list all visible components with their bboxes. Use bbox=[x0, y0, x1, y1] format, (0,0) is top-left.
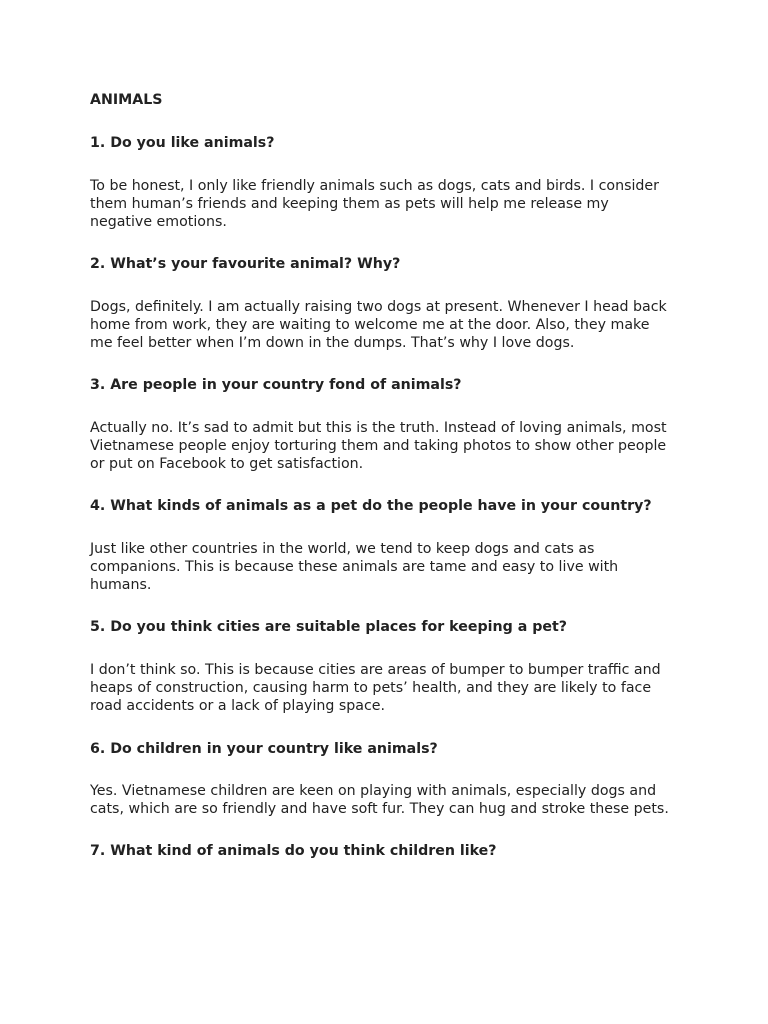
question-5: 5. Do you think cities are suitable places for keeping a pet? bbox=[90, 619, 567, 636]
answer-2: Dogs, definitely. I am actually raising two dogs at present. Whenever I head back home from work, they are waiting to welcome me at the door. Also, they make me feel better when I’m down in the dumps. That’s why I love dogs. bbox=[90, 298, 667, 352]
question-6: 6. Do children in your country like animals? bbox=[90, 740, 438, 757]
question-4: 4. What kinds of animals as a pet do the people have in your country? bbox=[90, 498, 652, 515]
question-3: 3. Are people in your country fond of animals? bbox=[90, 377, 462, 394]
answer-6: Yes. Vietnamese children are keen on playing with animals, especially dogs and cats, which are so friendly and have soft fur. They can hug and stroke these pets. bbox=[90, 783, 669, 818]
question-2: 2. What’s your favourite animal? Why? bbox=[90, 256, 401, 273]
answer-1: To be honest, I only like friendly animals such as dogs, cats and birds. I consider them human’s friends and keeping them as pets will help me release my negative emotions. bbox=[90, 177, 659, 230]
answer-4: Just like other countries in the world, we tend to keep dogs and cats as companions. This is because these animals are tame and easy to live with humans. bbox=[90, 540, 619, 594]
question-1: 1. Do you like animals? bbox=[90, 135, 275, 151]
document-body bbox=[90, 91, 675, 885]
question-7: 7. What kind of animals do you think children like? bbox=[90, 843, 497, 860]
document-title: ANIMALS bbox=[90, 92, 163, 108]
answer-5: I don’t think so. This is because cities are areas of bumper to bumper traffic and heaps of construction, causing harm to pets’ health, and they are likely to face road accidents or a lack of playing space. bbox=[90, 661, 661, 715]
answer-3: Actually no. It’s sad to admit but this is the truth. Instead of loving animals, most Vietnamese people enjoy torturing them and taking photos to show other people or put on Facebook to get satisfaction. bbox=[90, 419, 667, 473]
